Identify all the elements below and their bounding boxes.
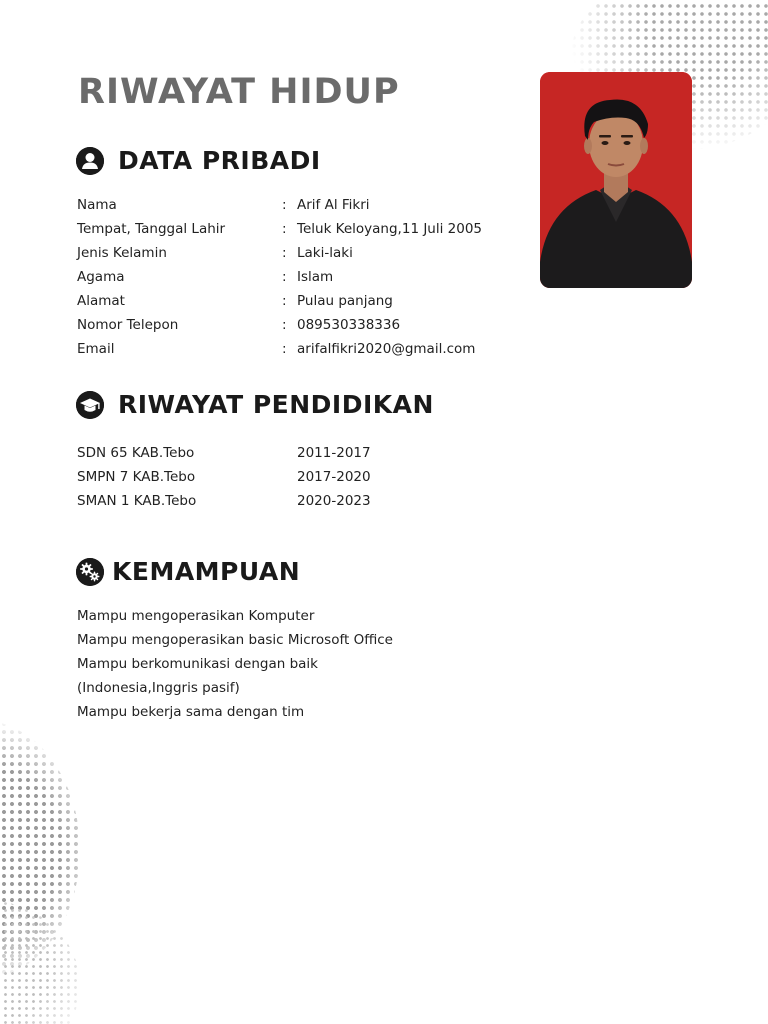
field-separator: : bbox=[282, 341, 287, 357]
skill-item: Mampu mengoperasikan basic Microsoft Office bbox=[77, 632, 393, 648]
user-icon bbox=[76, 147, 104, 175]
skill-item: Mampu bekerja sama dengan tim bbox=[77, 704, 305, 720]
skill-item: Mampu mengoperasikan Komputer bbox=[77, 608, 315, 624]
section-header-personal-data bbox=[76, 146, 321, 175]
field-separator: : bbox=[282, 269, 287, 285]
profile-photo bbox=[540, 72, 692, 288]
page-title: RIWAYAT HIDUP bbox=[78, 72, 400, 112]
profile-photo-illustration bbox=[540, 72, 692, 288]
school-years: 2011-2017 bbox=[297, 445, 371, 461]
section-title-personal-data: DATA PRIBADI bbox=[118, 146, 321, 175]
field-value: arifalfikri2020@gmail.com bbox=[297, 341, 476, 357]
field-label: Nama bbox=[77, 197, 117, 213]
field-separator: : bbox=[282, 245, 287, 261]
field-value: 089530338336 bbox=[297, 317, 401, 333]
field-value: Pulau panjang bbox=[297, 293, 393, 309]
field-separator: : bbox=[282, 221, 287, 237]
field-value: Laki-laki bbox=[297, 245, 353, 261]
school-years: 2020-2023 bbox=[297, 493, 371, 509]
field-label: Nomor Telepon bbox=[77, 317, 179, 333]
gears-icon bbox=[76, 558, 104, 586]
field-separator: : bbox=[282, 293, 287, 309]
field-label: Agama bbox=[77, 269, 125, 285]
field-value: Arif Al Fikri bbox=[297, 197, 370, 213]
school-name: SMPN 7 KAB.Tebo bbox=[77, 469, 196, 485]
section-header-education bbox=[76, 390, 434, 419]
field-label: Alamat bbox=[77, 293, 125, 309]
field-label: Tempat, Tanggal Lahir bbox=[77, 221, 226, 237]
field-label: Email bbox=[77, 341, 115, 357]
section-title-skills: KEMAMPUAN bbox=[112, 557, 301, 586]
field-value: Islam bbox=[297, 269, 334, 285]
school-years: 2017-2020 bbox=[297, 469, 371, 485]
school-name: SDN 65 KAB.Tebo bbox=[77, 445, 195, 461]
school-name: SMAN 1 KAB.Tebo bbox=[77, 493, 197, 509]
section-header-skills bbox=[76, 557, 300, 586]
field-label: Jenis Kelamin bbox=[77, 245, 167, 261]
field-separator: : bbox=[282, 197, 287, 213]
graduation-cap-icon bbox=[76, 391, 104, 419]
skill-item: Mampu berkomunikasi dengan baik bbox=[77, 656, 318, 672]
field-separator: : bbox=[282, 317, 287, 333]
field-value: Teluk Keloyang,11 Juli 2005 bbox=[297, 221, 483, 237]
halftone-decoration-bottom-left-small bbox=[0, 900, 80, 1024]
skill-item: (Indonesia,Inggris pasif) bbox=[77, 680, 240, 696]
section-title-education: RIWAYAT PENDIDIKAN bbox=[118, 390, 434, 419]
